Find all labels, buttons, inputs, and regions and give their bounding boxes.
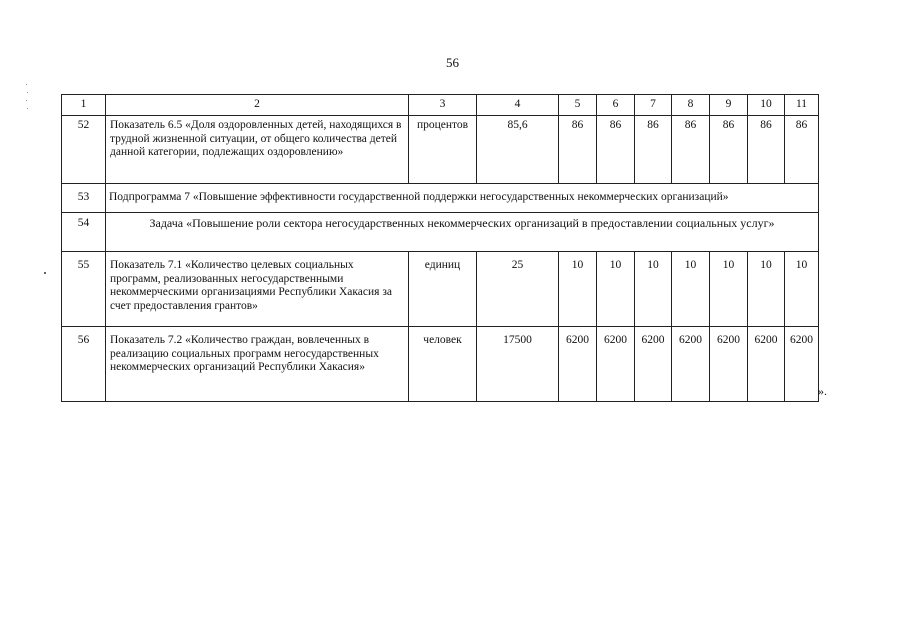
- header-cell: 1: [62, 95, 106, 116]
- value-cell: 86: [785, 116, 819, 184]
- value-cell: 10: [710, 252, 748, 327]
- header-cell: 3: [409, 95, 477, 116]
- value-cell: 86: [635, 116, 672, 184]
- value-cell: 10: [559, 252, 597, 327]
- table-row: [62, 213, 819, 252]
- unit: единиц: [409, 252, 477, 327]
- subprogram-title: Подпрограмма 7 «Повышение эффективности государственной поддержки негосударственных некоммерческих организаций»: [106, 184, 819, 213]
- value-cell: 6200: [748, 327, 785, 402]
- row-number: 56: [62, 327, 106, 402]
- indicator-name: Показатель 7.1 «Количество целевых социальных программ, реализованных негосударственными некоммерческими организациями Республики Хакасия за счет предоставления грантов»: [106, 252, 409, 327]
- base-value: 17500: [477, 327, 559, 402]
- page-number: 56: [446, 55, 459, 70]
- value-cell: 86: [559, 116, 597, 184]
- task-title: Задача «Повышение роли сектора негосударственных некоммерческих организаций в предоставлении социальных услуг»: [106, 213, 819, 252]
- value-cell: 6200: [672, 327, 710, 402]
- value-cell: 86: [748, 116, 785, 184]
- closing-quote: ».: [818, 384, 827, 398]
- value-cell: 86: [710, 116, 748, 184]
- table-row: [62, 184, 819, 213]
- table-row: [62, 327, 819, 402]
- table-row: [62, 116, 819, 184]
- scan-speck: [26, 84, 27, 85]
- row-number: 55: [62, 252, 106, 327]
- value-cell: 10: [785, 252, 819, 327]
- value-cell: 10: [597, 252, 635, 327]
- base-value: 25: [477, 252, 559, 327]
- value-cell: 86: [597, 116, 635, 184]
- scan-speck: [27, 108, 28, 109]
- header-cell: 5: [559, 95, 597, 116]
- header-cell: 9: [710, 95, 748, 116]
- value-cell: 6200: [710, 327, 748, 402]
- row-number: 52: [62, 116, 106, 184]
- base-value: 85,6: [477, 116, 559, 184]
- value-cell: 6200: [597, 327, 635, 402]
- row-number: 53: [62, 184, 106, 213]
- header-cell: 4: [477, 95, 559, 116]
- scan-speck: [26, 100, 27, 101]
- row-number: 54: [62, 213, 106, 252]
- value-cell: 6200: [785, 327, 819, 402]
- unit: человек: [409, 327, 477, 402]
- value-cell: 10: [635, 252, 672, 327]
- header-row: [62, 95, 819, 116]
- header-cell: 8: [672, 95, 710, 116]
- value-cell: 86: [672, 116, 710, 184]
- unit: процентов: [409, 116, 477, 184]
- indicator-name: Показатель 7.2 «Количество граждан, вовлеченных в реализацию социальных программ негосударственных некоммерческих организаций Республики Хакасия»: [106, 327, 409, 402]
- table-row: [62, 252, 819, 327]
- scan-speck: [44, 272, 46, 274]
- scan-speck: [27, 92, 28, 93]
- header-cell: 6: [597, 95, 635, 116]
- value-cell: 10: [748, 252, 785, 327]
- value-cell: 6200: [635, 327, 672, 402]
- indicators-table: [61, 94, 819, 402]
- header-cell: 11: [785, 95, 819, 116]
- header-cell: 2: [106, 95, 409, 116]
- header-cell: 10: [748, 95, 785, 116]
- header-cell: 7: [635, 95, 672, 116]
- indicator-name: Показатель 6.5 «Доля оздоровленных детей, находящихся в трудной жизненной ситуации, от общего количества детей данной категории, подлежащих оздоровлению»: [106, 116, 409, 184]
- value-cell: 10: [672, 252, 710, 327]
- value-cell: 6200: [559, 327, 597, 402]
